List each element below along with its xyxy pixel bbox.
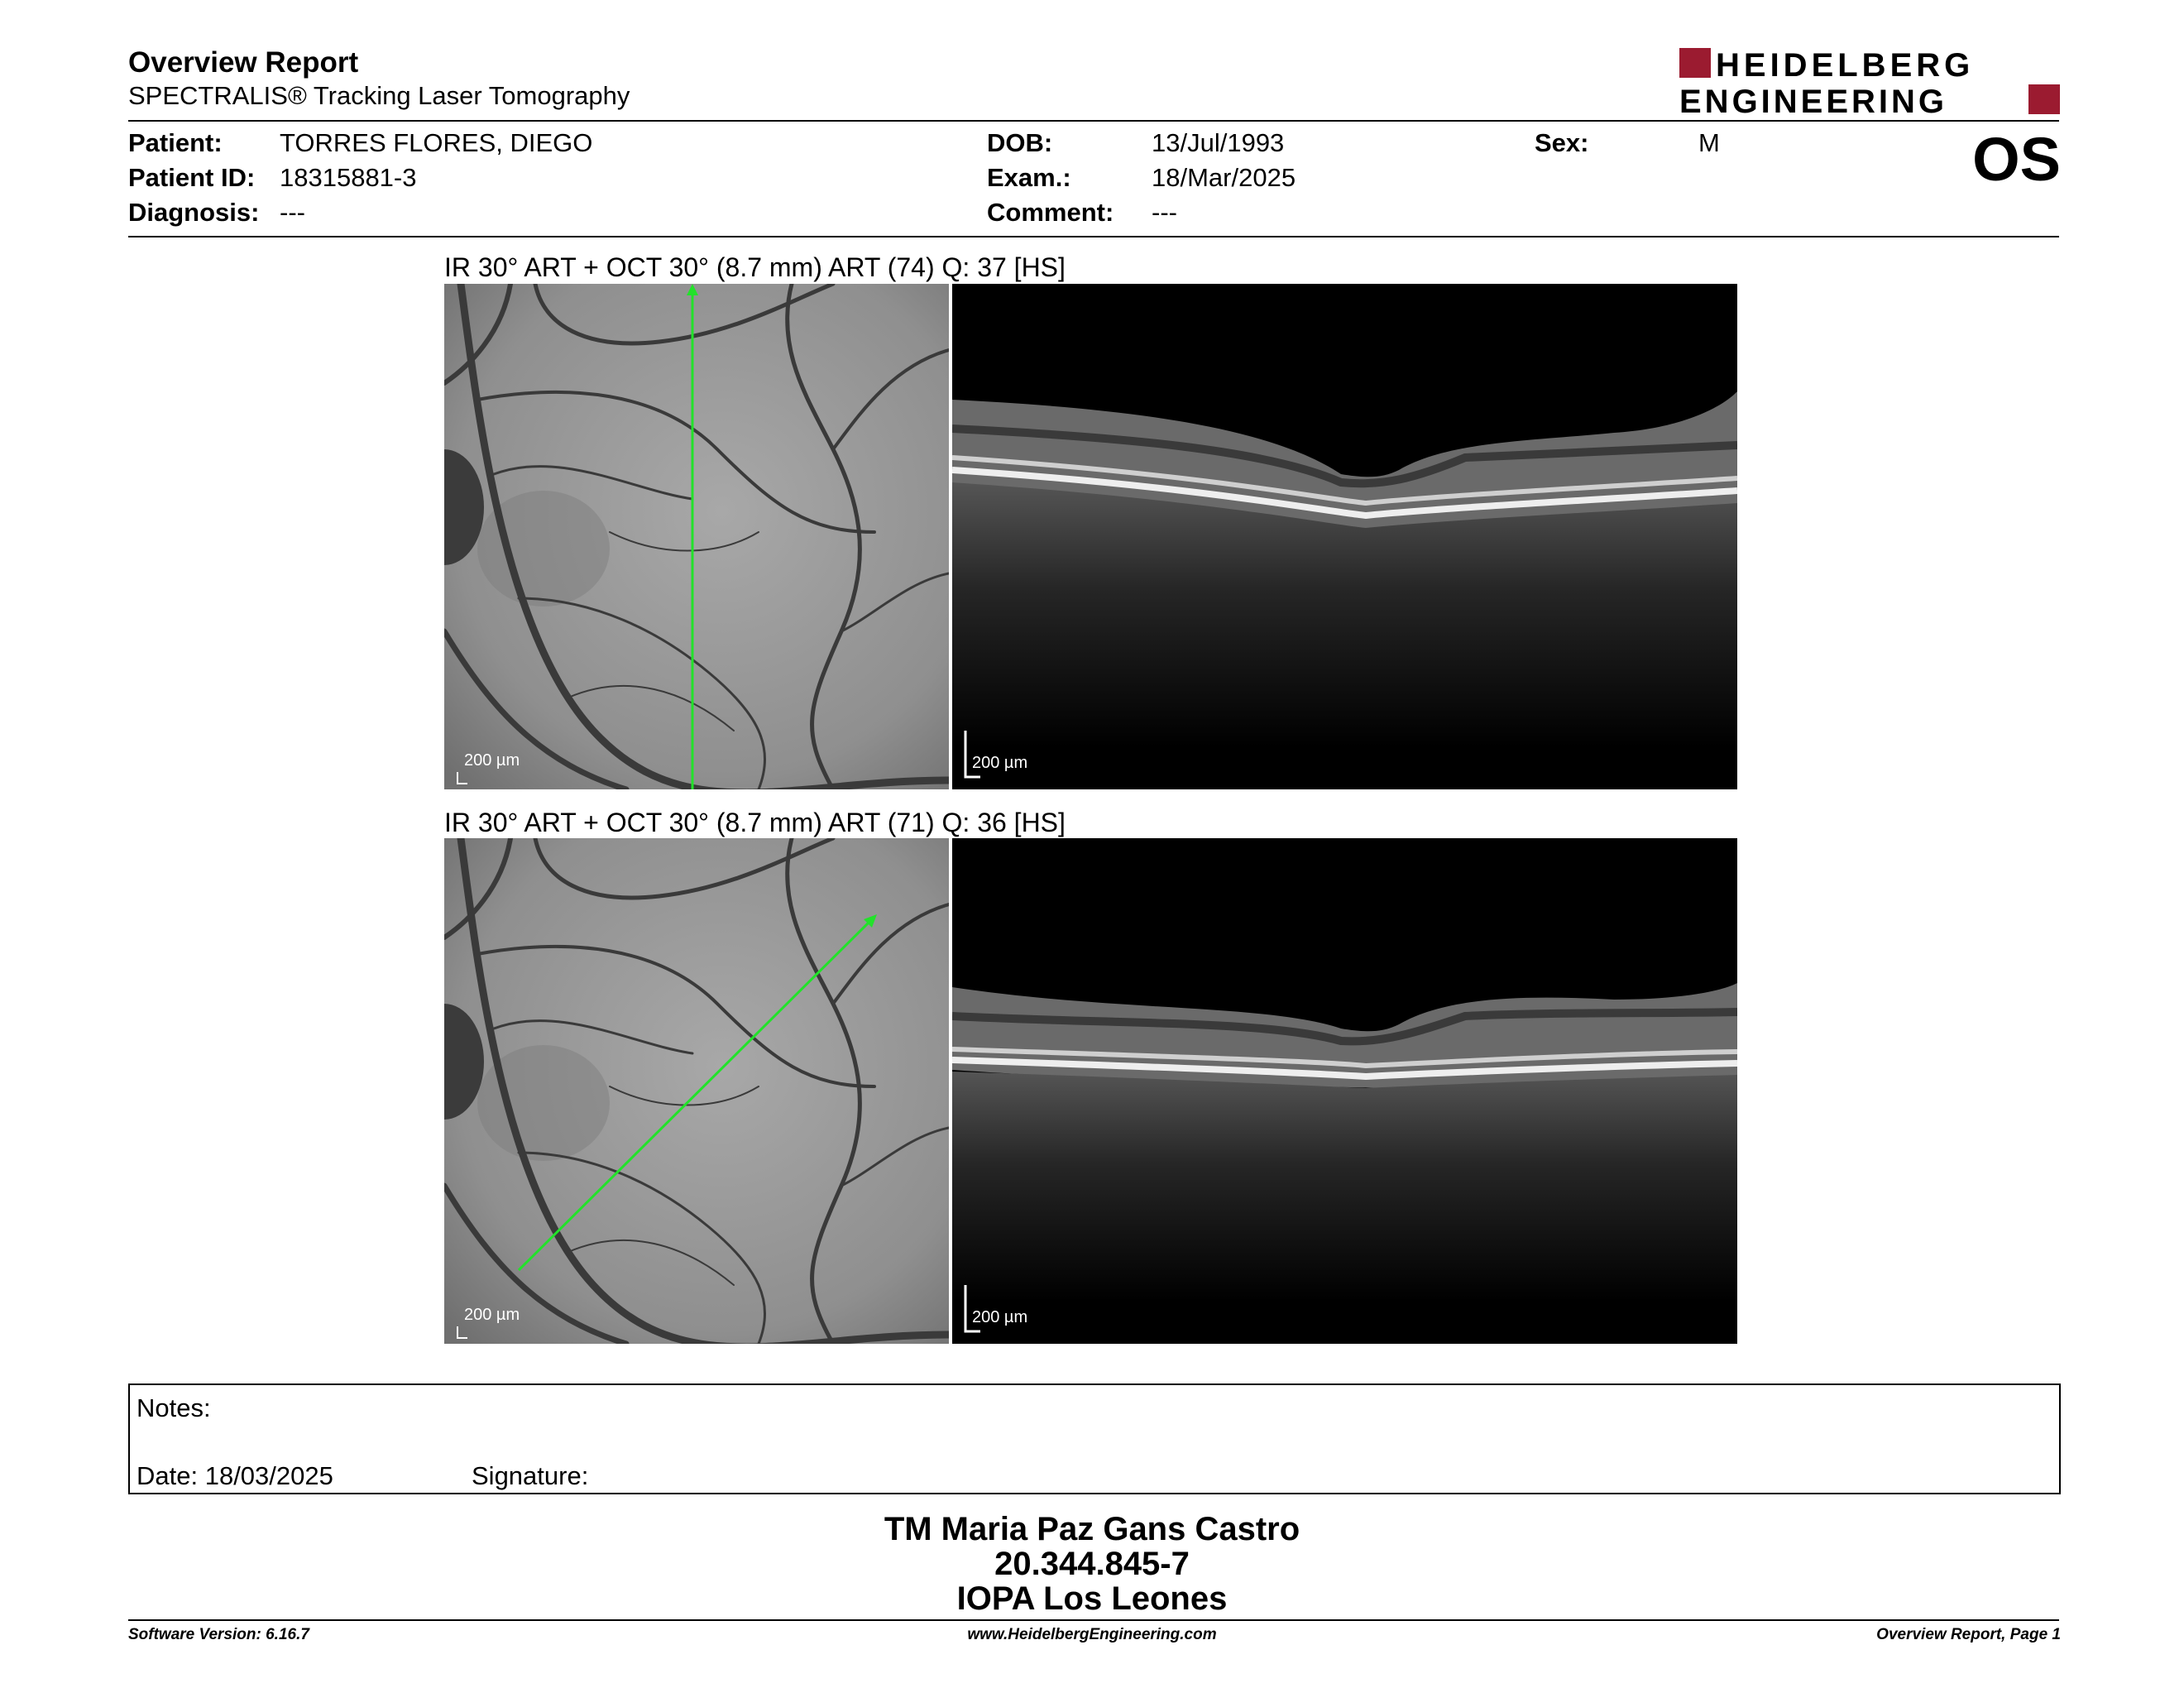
patient-rule xyxy=(128,236,2059,237)
exam-label: Exam.: xyxy=(987,163,1071,192)
page-indicator: Overview Report, Page 1 xyxy=(1876,1626,2061,1643)
heidelberg-logo xyxy=(1679,46,2060,116)
diagnosis-label: Diagnosis: xyxy=(128,198,260,227)
patient-id: 18315881-3 xyxy=(280,163,417,192)
exam-value: 18/Mar/2025 xyxy=(1152,163,1296,192)
report-title: Overview Report xyxy=(128,46,359,79)
date-label: Date: 18/03/2025 xyxy=(136,1461,333,1490)
signatory-name: TM Maria Paz Gans Castro xyxy=(884,1511,1300,1547)
notes-box xyxy=(128,1383,2061,1494)
website-link[interactable]: www.HeidelbergEngineering.com xyxy=(967,1626,1217,1643)
comment-label: Comment: xyxy=(987,198,1114,227)
signature-label: Signature: xyxy=(472,1461,589,1490)
software-version: Software Version: 6.16.7 xyxy=(128,1626,309,1643)
fundus-image-1 xyxy=(444,284,949,789)
footer-rule xyxy=(128,1619,2059,1621)
patient-name: TORRES FLORES, DIEGO xyxy=(280,128,593,157)
eye-indicator: OS xyxy=(1972,125,2061,194)
report-subtitle: SPECTRALIS® Tracking Laser Tomography xyxy=(128,81,630,110)
signatory-institution: IOPA Los Leones xyxy=(956,1580,1228,1617)
sex-value: M xyxy=(1698,128,1720,157)
sex-label: Sex: xyxy=(1535,128,1589,157)
fundus-scale-1: 200 µm xyxy=(464,751,520,770)
patient-id-label: Patient ID: xyxy=(128,163,256,192)
logo-line1: HEIDELBERG xyxy=(1716,47,1975,84)
dob-label: DOB: xyxy=(987,128,1053,157)
patient-label: Patient: xyxy=(128,128,223,157)
header-rule xyxy=(128,120,2059,122)
logo-line2: ENGINEERING xyxy=(1679,84,1948,116)
oct-bscan-2 xyxy=(952,838,1737,1344)
fundus-scale-2: 200 µm xyxy=(464,1306,520,1324)
dob-value: 13/Jul/1993 xyxy=(1152,128,1285,157)
notes-label: Notes: xyxy=(136,1393,211,1422)
fundus-image-2 xyxy=(444,838,949,1344)
oct-bscan-1 xyxy=(952,284,1737,789)
comment-value: --- xyxy=(1152,198,1177,227)
oct-scale-2: 200 µm xyxy=(972,1308,1028,1326)
diagnosis-value: --- xyxy=(280,198,305,227)
oct-scale-1: 200 µm xyxy=(972,754,1028,772)
scan-2-title: IR 30° ART + OCT 30° (8.7 mm) ART (71) Q: 36 [HS] xyxy=(444,808,1066,837)
scan-1-title: IR 30° ART + OCT 30° (8.7 mm) ART (74) Q: 37 [HS] xyxy=(444,252,1066,282)
signatory-id: 20.344.845-7 xyxy=(994,1546,1190,1582)
